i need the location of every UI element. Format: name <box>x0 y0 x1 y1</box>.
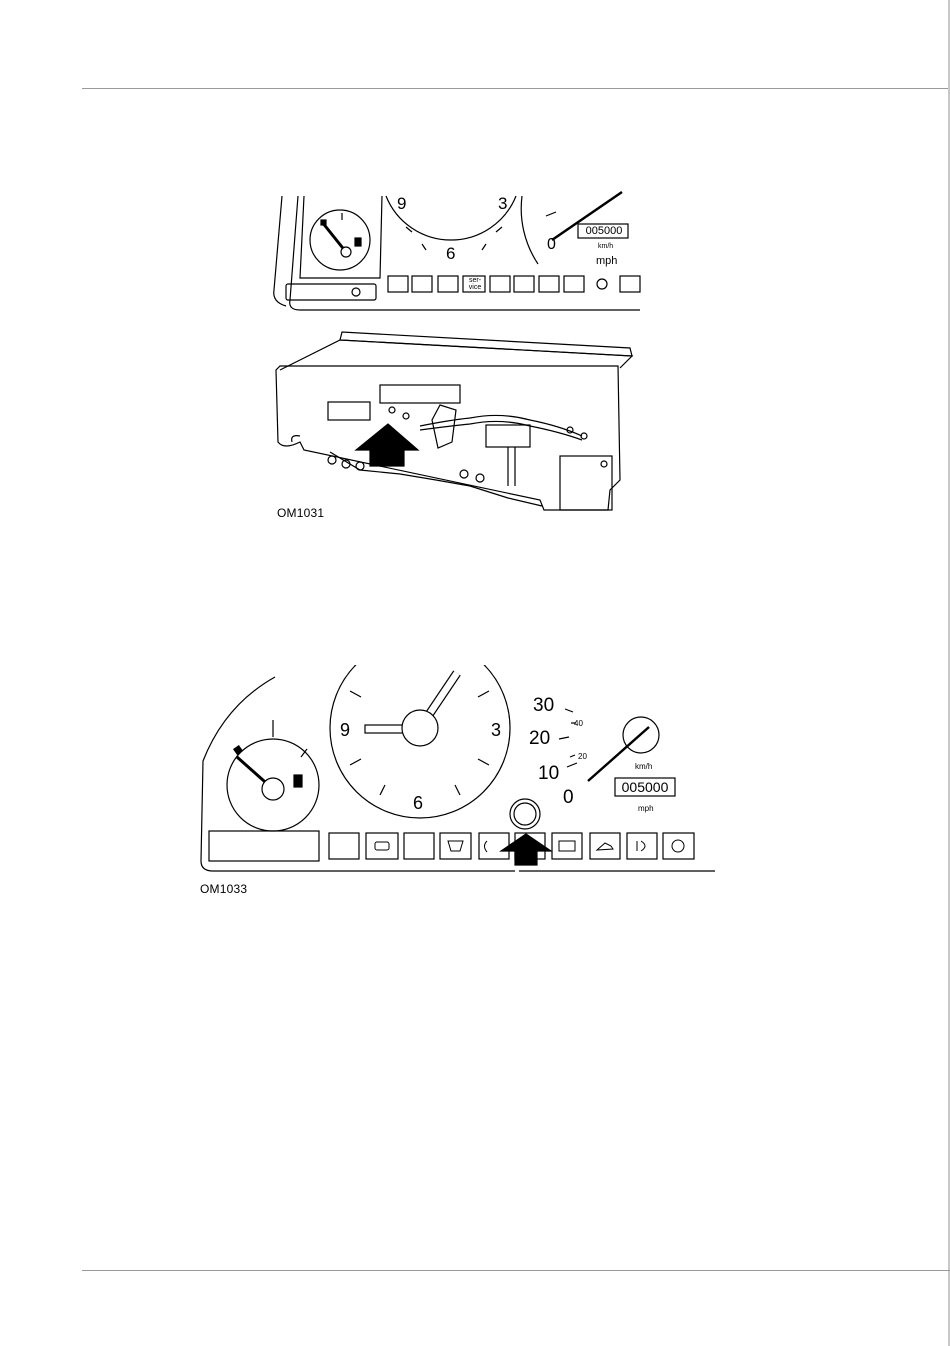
fuel-pump-icon <box>294 775 302 787</box>
unit-kmh: km/h <box>598 243 614 250</box>
odometer-reading: 005000 <box>621 779 669 795</box>
panel-outline <box>201 677 715 871</box>
speed-small-label-40: 40 <box>574 719 583 728</box>
instrument-pack-rear <box>276 332 632 510</box>
trip-display-box <box>209 831 319 861</box>
panel-edge <box>274 196 282 290</box>
trip-display-box <box>286 284 376 300</box>
trip-reset-knob <box>352 288 360 296</box>
speed-label-0: 0 <box>547 236 556 253</box>
panel-corner <box>274 290 286 306</box>
speed-label-10: 10 <box>538 763 560 784</box>
speed-label-0: 0 <box>563 787 574 808</box>
unit-mph: mph <box>596 255 618 267</box>
hour-hand <box>365 725 405 733</box>
clock-hub <box>402 710 438 746</box>
reset-button-inner <box>514 803 536 825</box>
speed-tick <box>546 212 556 216</box>
warning-lamp-row <box>388 276 640 292</box>
fuel-empty-marker <box>234 746 242 754</box>
fuel-empty-marker <box>321 220 326 225</box>
unit-kmh: km/h <box>635 762 653 771</box>
fuel-needle-hub <box>341 247 351 257</box>
figure-caption: OM1033 <box>200 882 248 896</box>
clock-number-6: 6 <box>413 793 424 813</box>
figure-om1033 <box>195 665 725 900</box>
unit-mph: mph <box>638 804 654 813</box>
fuel-needle <box>322 222 346 252</box>
service-lamp-label: ser- vice <box>468 277 482 291</box>
figure-caption: OM1031 <box>277 506 325 520</box>
clock-number-3: 3 <box>498 194 508 213</box>
speedometer-dial <box>521 196 538 264</box>
odometer-reading: 005000 <box>585 225 623 237</box>
speed-label-30: 30 <box>533 695 555 716</box>
speed-ticks <box>559 709 577 767</box>
fuel-needle-hub <box>262 778 284 800</box>
clock-number-9: 9 <box>340 720 351 740</box>
header-rule <box>82 88 950 89</box>
figure-om1031 <box>260 180 660 540</box>
clock-number-6: 6 <box>446 244 456 263</box>
speed-needle <box>588 727 649 781</box>
pointer-arrow-icon <box>356 424 418 466</box>
speed-label-20: 20 <box>529 728 551 749</box>
fuel-pump-icon <box>355 238 361 246</box>
clock-number-3: 3 <box>491 720 502 740</box>
footer-rule <box>82 1270 950 1271</box>
clock-number-9: 9 <box>397 194 407 213</box>
speed-small-label-20: 20 <box>578 752 587 761</box>
